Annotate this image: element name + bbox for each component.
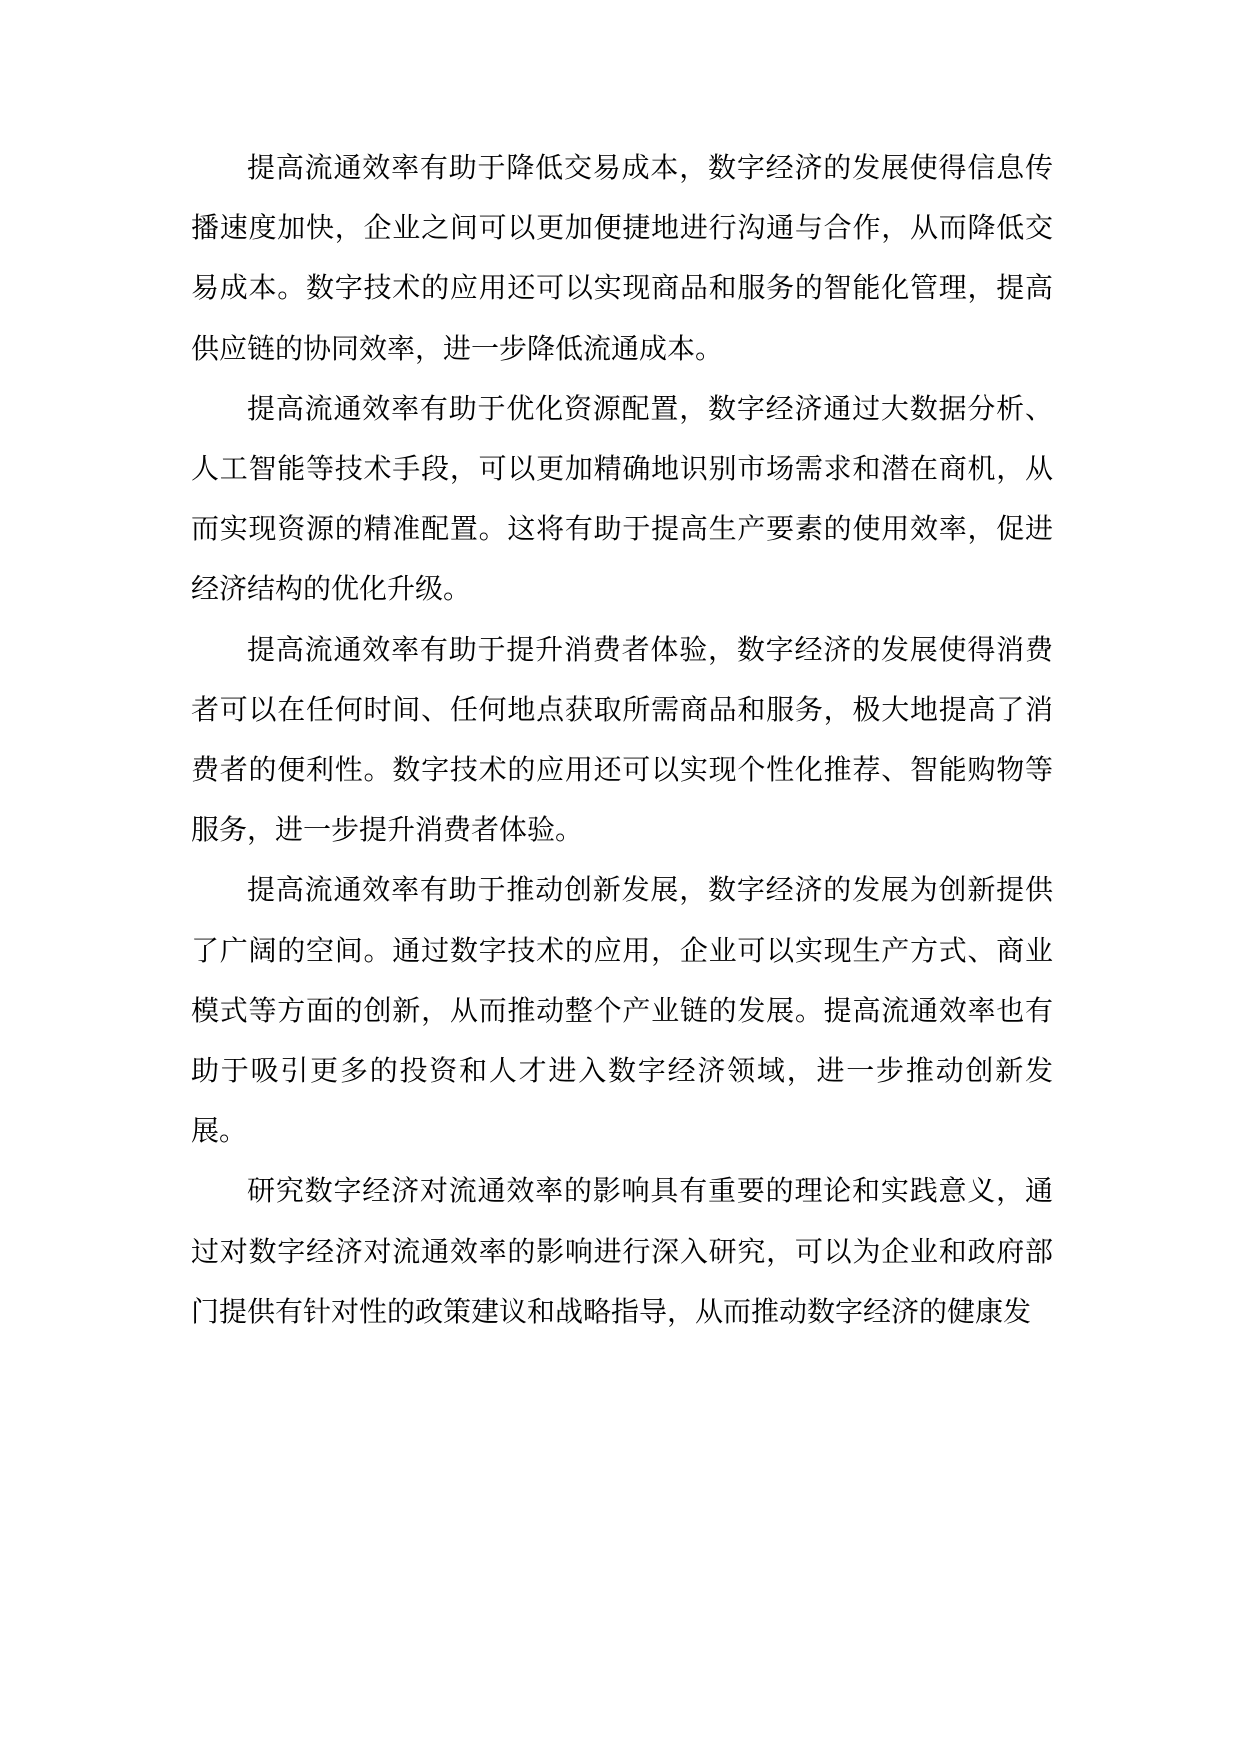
paragraph-3: 提高流通效率有助于提升消费者体验，数字经济的发展使得消费者可以在任何时间、任何地点获取所需商品和服务，极大地提高了消费者的便利性。数字技术的应用还可以实现个性化推荐、智能购物等服务，进一步提升消费者体验。 <box>191 632 1053 847</box>
body-text <box>191 138 1053 1342</box>
paragraph-2: 提高流通效率有助于优化资源配置，数字经济通过大数据分析、人工智能等技术手段，可以更加精确地识别市场需求和潜在商机，从而实现资源的精准配置。这将有助于提高生产要素的使用效率，促进经济结构的优化升级。 <box>191 391 1053 606</box>
paragraph-1: 提高流通效率有助于降低交易成本，数字经济的发展使得信息传播速度加快，企业之间可以更加便捷地进行沟通与合作，从而降低交易成本。数字技术的应用还可以实现商品和服务的智能化管理，提高供应链的协同效率，进一步降低流通成本。 <box>191 151 1053 365</box>
paragraph-5: 研究数字经济对流通效率的影响具有重要的理论和实践意义，通过对数字经济对流通效率的影响进行深入研究，可以为企业和政府部门提供有针对性的政策建议和战略指导，从而推动数字经济的健康发 <box>191 1174 1053 1328</box>
paragraph-4: 提高流通效率有助于推动创新发展，数字经济的发展为创新提供了广阔的空间。通过数字技术的应用，企业可以实现生产方式、商业模式等方面的创新，从而推动整个产业链的发展。提高流通效率也有助于吸引更多的投资和人才进入数字经济领域，进一步推动创新发展。 <box>191 873 1053 1148</box>
